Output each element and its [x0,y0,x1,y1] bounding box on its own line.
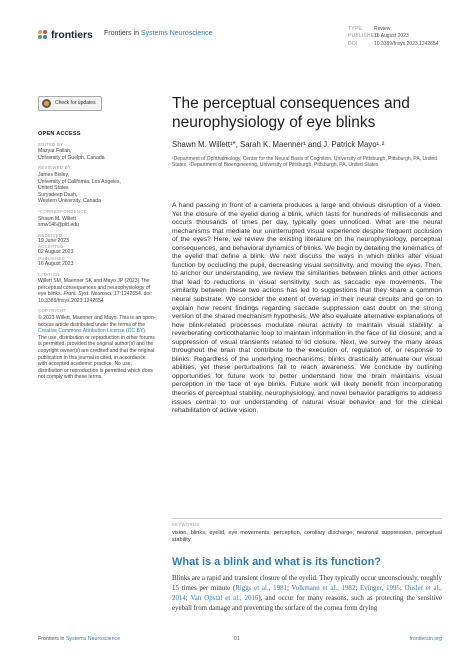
page-header [38,26,454,56]
citation-link[interactable]: Van Opstal et al., 2016 [190,595,259,602]
edited-by: EDITED BY Mazyar Fallah, University of Guelph, Canada [38,141,105,161]
received-date: 19 June 2023 [38,237,69,244]
citation-link[interactable]: Ousler et al., 2014 [172,585,442,602]
citation-doi-link[interactable]: doi: 10.3389/fnsys.2023.1242654 [38,291,152,304]
journal-name[interactable]: Frontiers in Systems Neuroscience [104,30,213,37]
keywords: vision, blinks, eyelid, eye movements, perception, corollary discharge, neuronal suppression, perceptual stability [172,530,442,544]
cc-by-license-link[interactable]: Creative Commons Attribution License (CC BY). [38,328,147,335]
correspondence: *CORRESPONDENCE Shawn M. Willett smw146@pitt.edu [38,209,156,229]
frontiers-logo-icon [38,30,48,40]
article-sidebar [38,96,156,385]
keywords-label: KEYWORDS [172,522,200,527]
frontiers-logo[interactable] [38,29,93,41]
published-date: 16 August 2023 [374,33,409,40]
citation-link[interactable]: Volkmann et al., 1982 [291,585,356,592]
article-meta: TYPE Review PUBLISHED16 August 2023 DOI 10.3389/fnsys.2023.1242654 [348,26,439,47]
section-heading: What is a blink and what is its function? [172,556,382,568]
article-dates: RECEIVED 19 June 2023 ACCEPTED 02 August 2023 PUBLISHED 16 August 2023 [38,233,156,268]
abstract: A hand passing in front of a camera produces a large and obvious disruption of a video. Yet the closure of the eyelid during a blink, which lasts for hundreds of milliseconds and occurs thousands of times per day, typically goes unnoticed. What are the neural mechanisms that mediate our uninterrupted visual experience despite frequent occlusion of the eyes? Here, we review the existing literature on the neurophysiology, perceptual consequences, and behavioral dynamics of blinks. We begin by detailing the kinematics of the eyelid that define a blink. We next discuss the ways in which blinks alter visual function by occluding the pupil, decreasing visual sensitivity, and moving the eyes. Then, to anchor our understanding, we review the similarities between blinks and other actions that lead to reductions in visual sensitivity, such as saccadic eye movements. The similarity between these two actions has led to suggestions that they share a common neural substrate. We consider the extent of overlap in their neural circuits and go on to explain how recent findings regarding saccade suppression cast doubt on the strong version of the shared mechanism hypothesis. We also evaluate alternative explanations of how blink-related processes modulate neural activity to maintain visual stability: a reverberating corticothalamic loop to maintain information in the face of lid closure; and a suppression of visual transients related to lid closure. Next, we survey the many areas throughout the brain that contribute to the execution of, regulation of, or response to blinks. Regardless of the underlying mechanisms, blinks drastically attenuate our visual abilities, yet these perturbations fail to reach awareness. We conclude by outlining opportunities for future work to better understand how the brain maintains visual perception in the face of eye blinks. Future work will likely benefit from incorporating theories of perceptual stability, neurophysiology, and novel behavior paradigms to address issues central to our understanding of natural visual behavior and for the clinical rehabilitation of active vision. [172,202,442,415]
copyright: COPYRIGHT © 2023 Willett, Maenner and Mayo. This is an open-access article distributed under the terms of the Creative Commons Attribution License (CC BY). The use, distribution or reproduction in other forums is permitted, provided the original author(s) and the copyright owner(s) are credited and that the original publication in this journal is cited, in accordance with accepted academic practice. No use, distribution or reproduction is permitted which does not comply with these terms. [38,308,156,381]
author-list: Shawn M. Willett¹*, Sarah K. Maenner¹ and J. Patrick Mayo¹˒² [172,140,385,149]
open-access-label: OPEN ACCESS [38,131,81,137]
citation-link[interactable]: Evinger, 1995 [360,585,400,592]
article-type: Review [374,26,391,32]
published-date-sidebar: 16 August 2023 [38,260,74,267]
correspondence-email-link[interactable]: smw146@pitt.edu [38,222,79,229]
crossmark-icon [42,99,51,108]
citation: CITATION Willett SM, Maenner SK and Mayo JP (2023) The perceptual consequences and neurophysiology of eye blinks. Front. Syst. Neurosci. 17:1242654. doi: 10.3389/fnsys.2023.1242654 [38,271,152,304]
citation-link[interactable]: Riggs et al., 1981 [235,585,287,592]
footer-site-link[interactable]: frontiersin.org [409,636,442,642]
body-paragraph: Blinks are a rapid and transient closure of the eyelid. They typically occur unconsciously, roughly 15 times per minute (Riggs et al., 1981; Volkmann et al., 1982; Evinger, 1995; Ousler et al., 2014; Van Opstal et al., 2016), and occur for many reasons, such as protecting the sensitive eyeball from damage and preventing the surface of the cornea from drying [172,575,442,612]
article-title: The perceptual consequences and neurophysiology of eye blinks [172,95,410,131]
keywords-divider [172,518,442,519]
author-affiliations: ¹Department of Ophthalmology, Center for the Neural Basis of Cognition, University of Pittsburgh, Pittsburgh, PA, United States, ²Department of Bioengineering, University of Pittsburgh, Pittsburgh, PA, United States [172,156,437,169]
check-for-updates-button[interactable]: Check for updates [38,96,102,111]
reviewed-by: REVIEWED BY James Bisley, University of California, Los Angeles, United States Suryadeep Dash, Western University, Canada [38,165,121,205]
footer-journal: Frontiers in Systems Neuroscience [38,636,121,642]
page-number: 01 [234,636,240,642]
doi-link[interactable]: 10.3389/fnsys.2023.1242654 [374,40,439,47]
logo-text: frontiers [51,29,93,41]
accepted-date: 02 August 2023 [38,249,74,256]
